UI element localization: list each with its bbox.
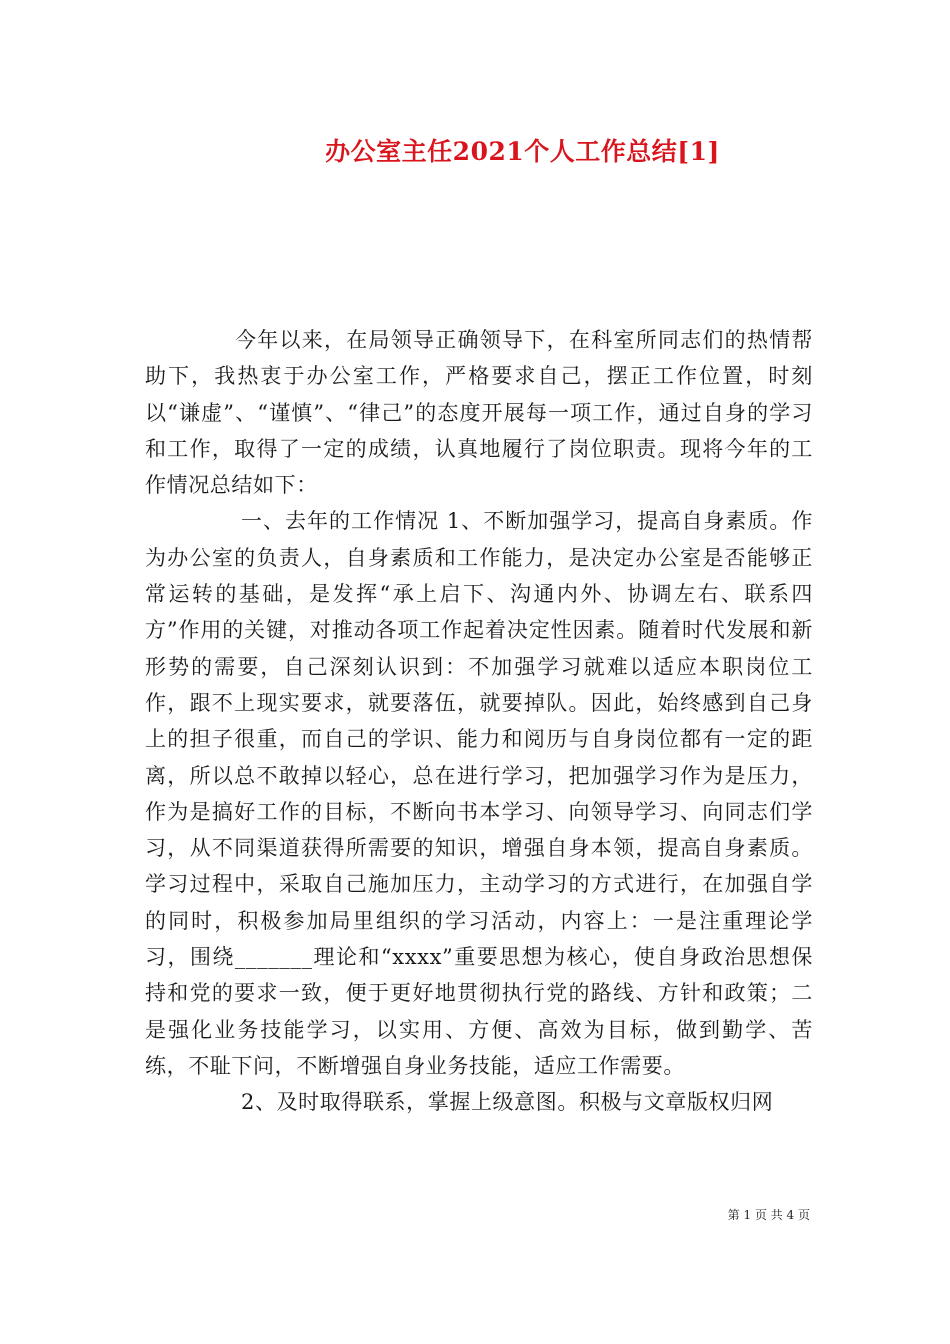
document-body xyxy=(145,322,813,1121)
paragraph-intro: 今年以来，在局领导正确领导下，在科室所同志们的热情帮助下，我热衷于办公室工作，严格要求自己，摆正工作位置，时刻以“谦虚”、“谨慎”、“律己”的态度开展每一项工作，通过自身的学习和工作，取得了一定的成绩，认真地履行了岗位职责。现将今年的工作情况总结如下： xyxy=(145,328,813,498)
paragraph-section-one: 一、去年的工作情况 1、不断加强学习，提高自身素质。作为办公室的负责人，自身素质和工作能力，是决定办公室是否能够正常运转的基础，是发挥“承上启下、沟通内外、协调左右、联系四方”作用的关键，对推动各项工作起着决定性因素。随着时代发展和新形势的需要，自己深刻认识到：不加强学习就难以适应本职岗位工作，跟不上现实要求，就要落伍，就要掉队。因此，始终感到自己身上的担子很重，而自己的学识、能力和阅历与自身岗位都有一定的距离，所以总不敢掉以轻心，总在进行学习，把加强学习作为是压力，作为是搞好工作的目标，不断向书本学习、向领导学习、向同志们学习，从不同渠道获得所需要的知识，增强自身本领，提高自身素质。学习过程中，采取自己施加压力，主动学习的方式进行，在加强自学的同时，积极参加局里组织的学习活动，内容上：一是注重理论学习，围绕_______理论和“xxxx”重要思想为核心，使自身政治思想保持和党的要求一致，便于更好地贯彻执行党的路线、方针和政策；二是强化业务技能学习，以实用、方便、高效为目标，做到勤学、苦练，不耻下问，不断增强自身业务技能，适应工作需要。 xyxy=(145,509,813,1078)
page-number: 第 1 页 共 4 页 xyxy=(727,1208,810,1222)
document-title: 办公室主任2021个人工作总结[1] xyxy=(325,137,720,166)
paragraph-section-two: 2、及时取得联系，掌握上级意图。积极与文章版权归网 xyxy=(241,1090,774,1115)
